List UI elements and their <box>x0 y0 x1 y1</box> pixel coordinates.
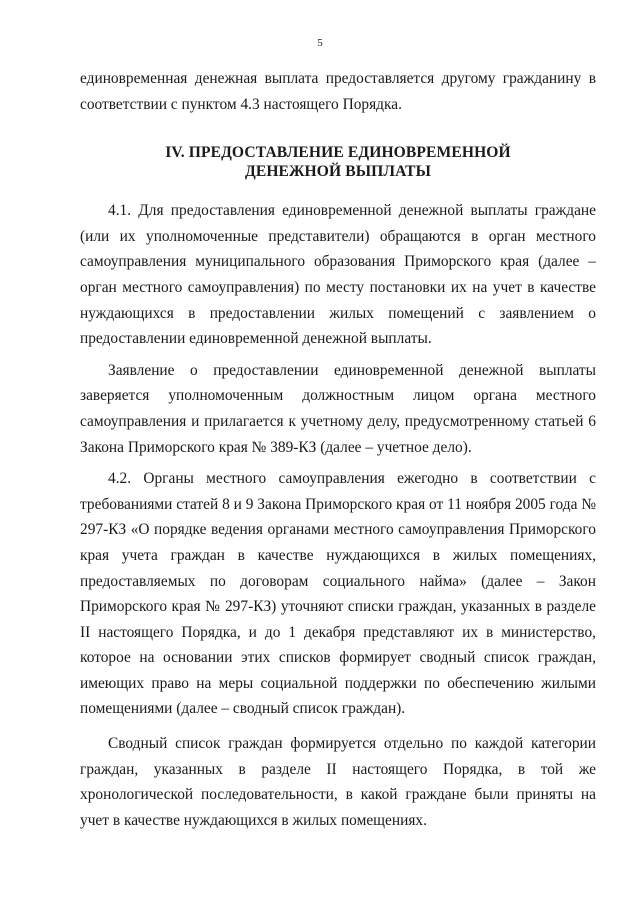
paragraph-4-1: 4.1. Для предоставления единовременной денежной выплаты граждане (или их уполномоченные представители) обращаются в орган местного самоуправления муниципального образования Приморского края (далее – орган местного самоуправления) по месту постановки их на учет в качестве нуждающихся в предоставлении жилых помещений с заявлением о предоставлении единовременной денежной выплаты. <box>80 202 596 348</box>
lead-paragraph: единовременная денежная выплата предоставляется другому гражданину в соответствии с пунктом 4.3 настоящего Порядка. <box>80 70 596 113</box>
section-heading <box>80 143 596 181</box>
paragraph-4-2: 4.2. Органы местного самоуправления ежегодно в соответствии с требованиями статей 8 и 9 Закона Приморского края от 11 ноября 2005 года № 297-КЗ «О порядке ведения органами местного самоуправления Приморского края учета граждан в качестве нуждающихся в жилых помещениях, предоставляемых по договорам социального найма» (далее – Закон Приморского края № 297-КЗ) уточняют списки граждан, указанных в разделе II настоящего Порядка, и до 1 декабря представляют их в министерство, которое на основании этих списков формирует сводный список граждан, имеющих право на меры социальной поддержки по обеспечению жилыми помещениями (далее – сводный список граждан). <box>80 470 596 718</box>
paragraph-summary-list: Сводный список граждан формируется отдельно по каждой категории граждан, указанных в разделе II настоящего Порядка, в той же хронологической последовательности, в какой граждане были приняты на учет в качестве нуждающихся в жилых помещениях. <box>80 735 596 829</box>
section-title-line2: ДЕНЕЖНОЙ ВЫПЛАТЫ <box>244 163 432 181</box>
page-number: 5 <box>317 37 323 49</box>
section-title-line1: IV. ПРЕДОСТАВЛЕНИЕ ЕДИНОВРЕМЕННОЙ <box>165 144 511 162</box>
document-body <box>80 66 596 833</box>
paragraph-application: Заявление о предоставлении единовременной денежной выплаты заверяется уполномоченным должностным лицом органа местного самоуправления и прилагается к учетному делу, предусмотренному статьей 6 Закона Приморского края № 389-КЗ (далее – учетное дело). <box>80 361 596 456</box>
